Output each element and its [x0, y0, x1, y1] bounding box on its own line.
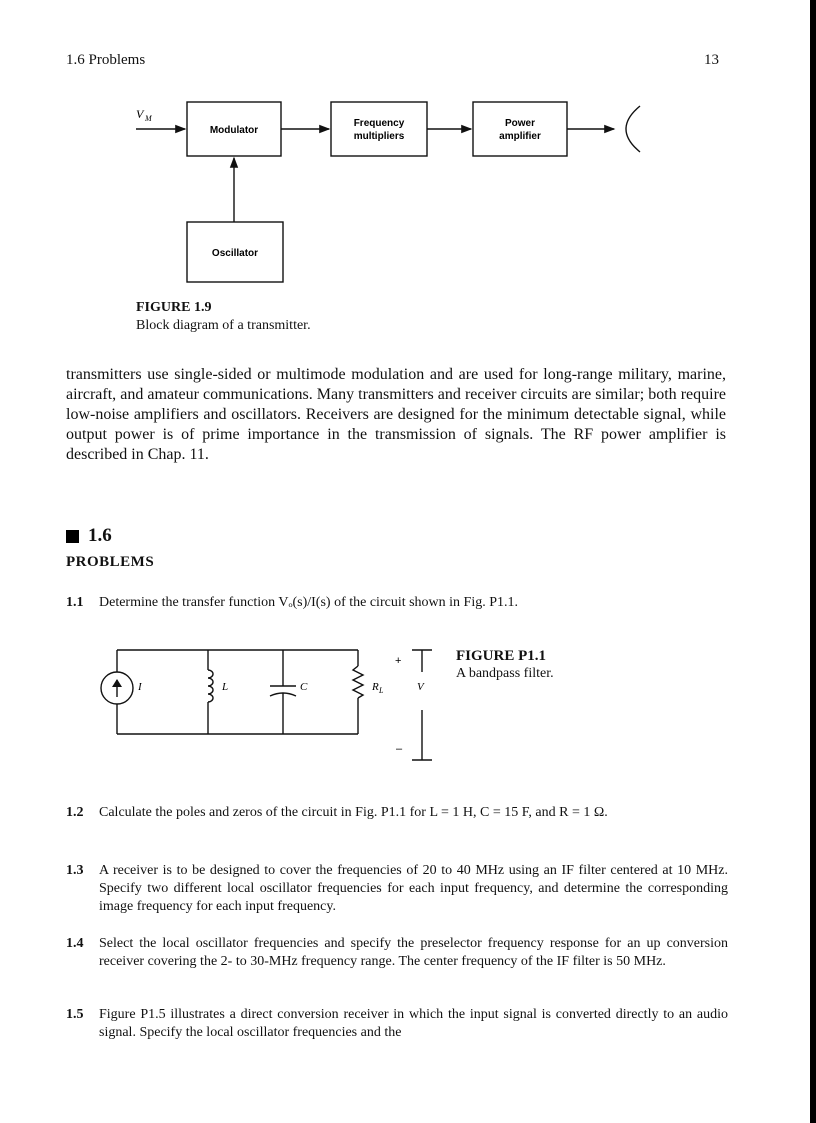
- problem-text: Determine the transfer function Vₒ(s)/I(s) of the circuit shown in Fig. P1.1.: [99, 595, 519, 610]
- frequency-label-line2: multipliers: [353, 131, 405, 142]
- input-label: V: [136, 107, 144, 121]
- problem-number: 1.4: [66, 936, 84, 951]
- label-plus: +: [395, 655, 402, 667]
- problem-number: 1.5: [66, 1007, 84, 1022]
- resistor-icon: [353, 666, 363, 698]
- problem-1-4: [66, 935, 728, 971]
- oscillator-label: Oscillator: [211, 248, 259, 259]
- label-R: R: [372, 681, 379, 693]
- running-head: 1.6 Problems: [66, 52, 146, 68]
- section-title: PROBLEMS: [66, 554, 155, 570]
- inductor-icon: [208, 670, 213, 702]
- label-V: V: [417, 681, 424, 693]
- label-I: I: [138, 681, 142, 693]
- figure-1-9-caption-text: Block diagram of a transmitter.: [136, 318, 311, 333]
- problem-number: 1.2: [66, 805, 84, 820]
- body-paragraph: transmitters use single-sided or multimode modulation and are used for long-range military, marine, aircraft, and amateur communications. Many transmitters and receiver circuits are similar; both require low-noise amplifiers and oscillators. Receivers are designed for the minimum detectable signal, while output power is of prime importance in the transmission of signals. The RF power amplifier is described in Chap. 11.: [66, 366, 726, 463]
- power-label-line1: Power: [504, 118, 536, 129]
- modulator-label: Modulator: [209, 125, 259, 136]
- problem-number: 1.3: [66, 863, 84, 878]
- figure-p1-1-caption-text: A bandpass filter.: [456, 666, 554, 681]
- label-C: C: [300, 681, 308, 693]
- problem-text: Figure P1.5 illustrates a direct conversion receiver in which the input signal is converted directly to an audio signal. Specify the local oscillator frequencies and the: [99, 1007, 728, 1040]
- page-number: 13: [704, 52, 719, 68]
- input-subscript: M: [145, 114, 152, 123]
- label-minus: –: [396, 743, 403, 755]
- problem-1-2: [66, 804, 728, 822]
- problem-text: Select the local oscillator frequencies and specify the preselector frequency response for an up conversion receiver covering the 2- to 30-MHz frequency range. The center frequency of the IF filter is 50 MHz.: [99, 936, 728, 969]
- figure-1-9-caption-title: FIGURE 1.9: [136, 300, 212, 315]
- figure-p1-1-caption-title: FIGURE P1.1: [456, 648, 546, 664]
- label-L: L: [222, 681, 229, 693]
- problem-1-5: [66, 1006, 728, 1042]
- problem-text: A receiver is to be designed to cover the frequencies of 20 to 40 MHz using an IF filter centered at 10 MHz. Specify two different local oscillator frequencies for each input frequency, and determine the corresponding image frequency for each input frequency.: [99, 863, 728, 914]
- power-label-line2: amplifier: [499, 131, 541, 142]
- label-R-subscript: L: [379, 686, 384, 695]
- frequency-label-line1: Frequency: [353, 118, 405, 129]
- section-number: 1.6: [88, 525, 112, 546]
- problem-number: 1.1: [66, 595, 84, 610]
- problem-text: Calculate the poles and zeros of the circuit in Fig. P1.1 for L = 1 H, C = 15 F, and R = 1 Ω.: [99, 805, 608, 820]
- problem-1-3: [66, 862, 728, 916]
